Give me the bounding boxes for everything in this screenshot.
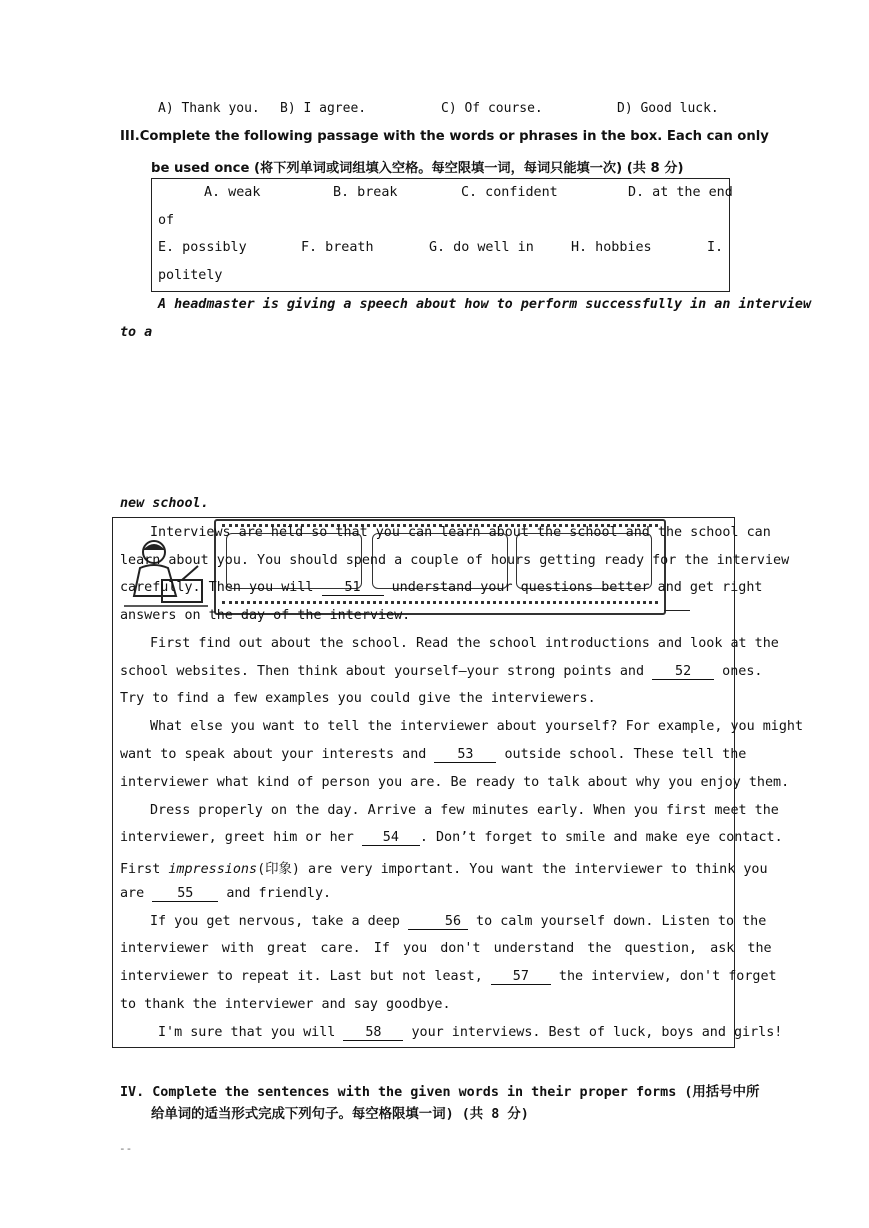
word-box-c: C. confident [461, 185, 558, 200]
blank-56[interactable]: 56 [408, 914, 468, 930]
word-box-d: D. at the end [628, 185, 733, 200]
p1-line1: Interviews are held so that you can learn about the school and the school can [150, 525, 771, 540]
p4-line4 [120, 886, 730, 902]
p4-line1: Dress properly on the day. Arrive a few minutes early. When you first meet the [150, 803, 779, 818]
word-box-e: E. possibly [158, 240, 247, 255]
p3-line2 [120, 747, 747, 763]
p1-line2: learn about you. You should spend a couple of hours getting ready for the interview [120, 553, 790, 568]
blank-58[interactable]: 58 [343, 1025, 403, 1041]
p4-line3-text-a: First [120, 862, 161, 877]
word-box-a: A. weak [204, 185, 261, 200]
option-b: B) I agree. [280, 101, 367, 116]
p5-line3-text-b: the interview, don't forget [558, 969, 777, 984]
word-box-i-cont: politely [158, 268, 223, 283]
footer-mark: -- [119, 1142, 133, 1155]
p5-line1-text-a: If you get nervous, take a deep [150, 914, 400, 929]
p5-line1-text-b: to calm yourself down. Listen to the [476, 914, 767, 929]
p5-line3-text-a: interviewer to repeat it. Last but not least, [120, 969, 483, 984]
p4-line3-italic-word: impressions [168, 862, 258, 877]
word-box-h: H. hobbies [571, 240, 652, 255]
option-c: C) Of course. [441, 101, 543, 116]
passage-intro-line1: A headmaster is giving a speech about how to perform successfully in an interview [158, 297, 812, 312]
section4-heading-line1: IV. Complete the sentences with the given words in their proper forms (用括号中所 [120, 1085, 760, 1100]
p2-line2-text-b: ones. [722, 664, 763, 679]
option-d: D) Good luck. [617, 101, 719, 116]
word-box-d-cont: of [158, 213, 175, 228]
p3-line2-text-b: outside school. These tell the [504, 747, 747, 762]
option-a: A) Thank you. [158, 101, 260, 116]
blank-55[interactable]: 55 [152, 886, 218, 902]
p2-line2-text-a: school websites. Then think about yourself—your strong points and [120, 664, 645, 679]
p4-line4-text-b: and friendly. [226, 886, 332, 901]
p4-line2-text-b: . Don’t forget to smile and make eye contact. [419, 830, 783, 845]
p4-line4-text-a: are [120, 886, 145, 901]
word-box-f: F. breath [301, 240, 374, 255]
p6-text-b: your interviews. Best of luck, boys and girls! [411, 1025, 783, 1040]
speaker-figure [122, 536, 212, 616]
passage-intro-line2: to a [120, 325, 153, 340]
p5-line1 [120, 914, 767, 930]
word-box-b: B. break [333, 185, 398, 200]
word-box [151, 178, 733, 292]
section3-heading-line2: be used once (将下列单词或词组填入空格。每空限填一词，每词只能填一次) (共 8 分) [151, 161, 684, 176]
p1-line3-text-a: carefully. Then you will [120, 580, 314, 595]
p6-line1 [158, 1025, 783, 1041]
p4-line2-text-a: interviewer, greet him or her [120, 830, 354, 845]
p3-line3: interviewer what kind of person you are. Be ready to talk about why you enjoy them. [120, 775, 790, 790]
p1-line4: answers on the day of the interview. [120, 608, 411, 623]
p2-line2 [120, 664, 763, 680]
p5-line4: to thank the interviewer and say goodbye. [120, 997, 451, 1012]
p3-line1: What else you want to tell the interviewer about yourself? For example, you might [150, 719, 804, 734]
blank-53[interactable]: 53 [434, 747, 496, 763]
blank-51[interactable]: 51 [322, 580, 384, 596]
p4-line2 [120, 830, 783, 846]
p5-line3 [120, 969, 777, 985]
word-box-i: I. [707, 240, 724, 255]
p6-text-a: I'm sure that you will [158, 1025, 336, 1040]
blank-57[interactable]: 57 [491, 969, 551, 985]
p4-line3-text-b: (印象) are very important. You want the interviewer to think you [257, 862, 768, 877]
p1-line3 [120, 580, 763, 596]
passage-intro-line3: new school. [120, 496, 209, 511]
section4-heading-line2: 给单词的适当形式完成下列句子。每空格限填一词) (共 8 分) [151, 1107, 529, 1122]
p5-line2: interviewer with great care. If you don't understand the question, ask the [120, 941, 772, 956]
word-box-g: G. do well in [429, 240, 534, 255]
blank-54[interactable]: 54 [362, 830, 420, 846]
p3-line2-text-a: want to speak about your interests and [120, 747, 427, 762]
p1-line3-text-b: understand your questions better and get right [391, 580, 763, 595]
p4-line3 [120, 858, 768, 877]
p2-line3: Try to find a few examples you could give the interviewers. [120, 691, 596, 706]
p2-line1: First find out about the school. Read the school introductions and look at the [150, 636, 779, 651]
blank-52[interactable]: 52 [652, 664, 714, 680]
section3-heading-line1: III.Complete the following passage with the words or phrases in the box. Each can only [120, 129, 769, 144]
